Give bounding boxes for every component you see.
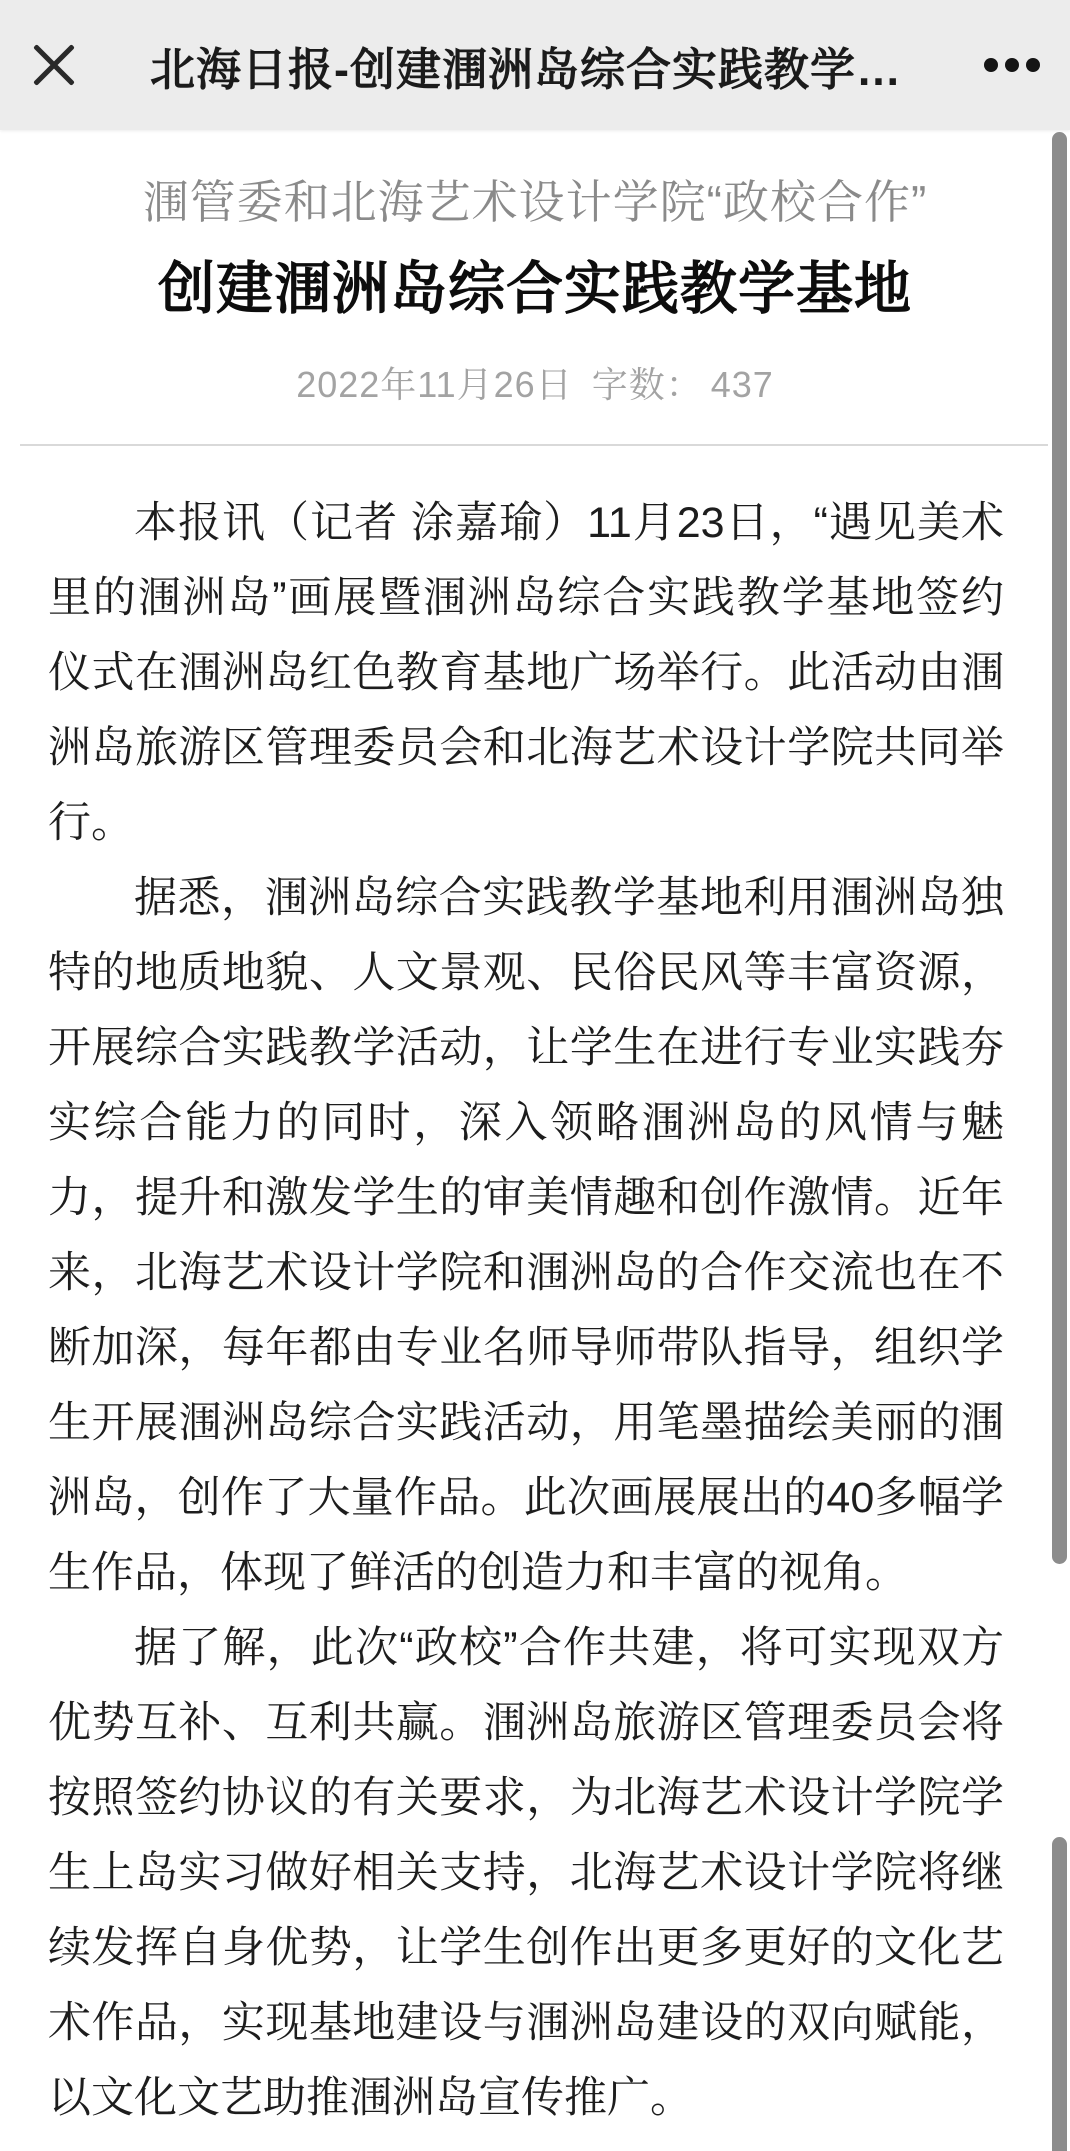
publish-date: 2022年11月26日 bbox=[296, 364, 573, 406]
article-body bbox=[0, 486, 1070, 2136]
article-subtitle: 涠管委和北海艺术设计学院“政校合作” bbox=[142, 176, 928, 228]
scrollbar-thumb[interactable] bbox=[1052, 1837, 1067, 2151]
divider bbox=[20, 444, 1048, 446]
scrollbar-thumb[interactable] bbox=[1052, 132, 1067, 1564]
article-meta bbox=[0, 357, 1070, 408]
menu-dot bbox=[1026, 58, 1040, 72]
window-title: 北海日报-创建涠洲岛综合实践教学… bbox=[150, 43, 902, 95]
menu-dot bbox=[1005, 58, 1019, 72]
article-content bbox=[0, 176, 1070, 2136]
word-count-label: 字数： bbox=[591, 364, 703, 406]
word-count-value: 437 bbox=[710, 364, 774, 406]
app-header bbox=[0, 0, 1070, 130]
article-title: 创建涠洲岛综合实践教学基地 bbox=[158, 256, 912, 321]
paragraph: 本报讯（记者 涂嘉瑜）11月23日，“遇见美术里的涠洲岛”画展暨涠洲岛综合实践教学基地签约仪式在涠洲岛红色教育基地广场举行。此活动由涠洲岛旅游区管理委员会和北海艺术设计学院共同举行。 bbox=[48, 499, 1004, 848]
menu-dot bbox=[984, 58, 998, 72]
more-menu-icon[interactable] bbox=[974, 48, 1040, 82]
close-icon[interactable] bbox=[30, 41, 78, 89]
paragraph: 据悉，涠洲岛综合实践教学基地利用涠洲岛独特的地质地貌、人文景观、民俗民风等丰富资源，开展综合实践教学活动，让学生在进行专业实践夯实综合能力的同时，深入领略涠洲岛的风情与魅力，提升和激发学生的审美情趣和创作激情。近年来，北海艺术设计学院和涠洲岛的合作交流也在不断加深，每年都由专业名师导师带队指导，组织学生开展涠洲岛综合实践活动，用笔墨描绘美丽的涠洲岛，创作了大量作品。此次画展展出的40多幅学生作品，体现了鲜活的创造力和丰富的视角。 bbox=[48, 874, 1004, 1598]
paragraph: 据了解，此次“政校”合作共建，将可实现双方优势互补、互利共赢。涠洲岛旅游区管理委员会将按照签约协议的有关要求，为北海艺术设计学院学生上岛实习做好相关支持，北海艺术设计学院将继续发挥自身优势，让学生创作出更多更好的文化艺术作品，实现基地建设与涠洲岛建设的双向赋能，以文化文艺助推涠洲岛宣传推广。 bbox=[48, 1624, 1004, 2123]
